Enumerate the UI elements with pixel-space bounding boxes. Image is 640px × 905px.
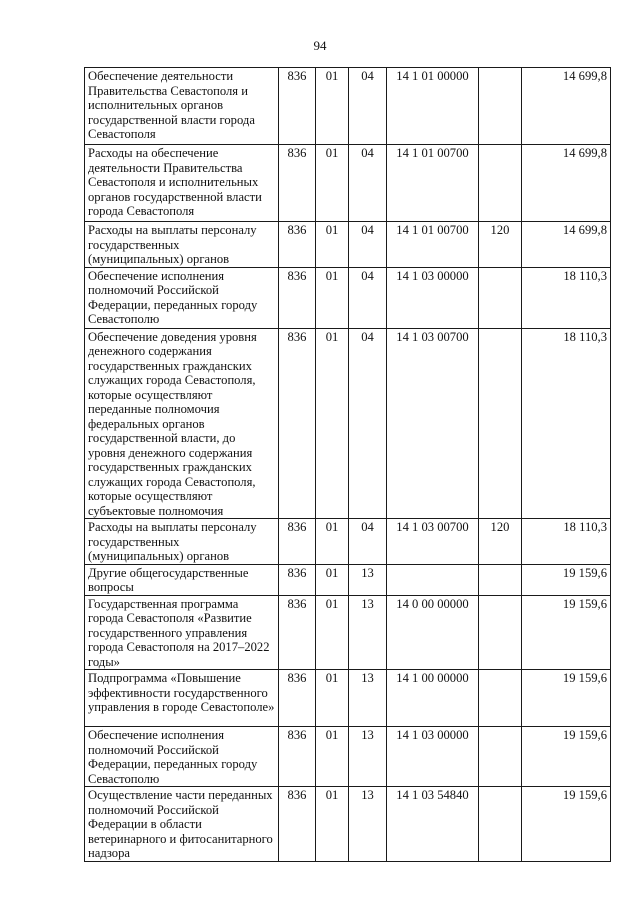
row-rz: 01 (316, 564, 349, 595)
row-csr (387, 564, 479, 595)
row-sum: 19 159,6 (522, 670, 611, 727)
table-row (85, 328, 611, 519)
row-ved: 836 (279, 564, 316, 595)
row-rz: 01 (316, 68, 349, 145)
page-number: 94 (313, 38, 327, 53)
budget-table (84, 67, 611, 862)
row-rz: 01 (316, 328, 349, 519)
row-ved: 836 (279, 145, 316, 222)
row-rz: 01 (316, 145, 349, 222)
row-vr (479, 670, 522, 727)
row-ved: 836 (279, 670, 316, 727)
row-pr: 04 (349, 222, 387, 268)
table-row (85, 727, 611, 787)
row-csr: 14 1 01 00700 (387, 222, 479, 268)
row-vr (479, 787, 522, 862)
row-ved: 836 (279, 222, 316, 268)
table-row (85, 145, 611, 222)
table-row (85, 68, 611, 145)
row-name: Обеспечение доведения уровня денежного содержания государственных гражданских служащих города Севастополя, которые осуществляют переданные полномочия федеральных органов государственной власти, до уровня денежного содержания государственных гражданских служащих города Севастополя, которые осуществляют субъектовые полномочия (85, 328, 279, 519)
row-vr (479, 267, 522, 328)
row-rz: 01 (316, 267, 349, 328)
row-rz: 01 (316, 519, 349, 565)
row-sum: 14 699,8 (522, 222, 611, 268)
row-ved: 836 (279, 328, 316, 519)
row-pr: 13 (349, 670, 387, 727)
row-ved: 836 (279, 68, 316, 145)
row-sum: 19 159,6 (522, 595, 611, 670)
row-csr: 14 1 03 54840 (387, 787, 479, 862)
row-ved: 836 (279, 727, 316, 787)
row-sum: 18 110,3 (522, 519, 611, 565)
row-name: Подпрограмма «Повышение эффективности государственного управления в городе Севастополе» (85, 670, 279, 727)
row-name: Осуществление части переданных полномочий Российской Федерации в области ветеринарного и фитосанитарного надзора (85, 787, 279, 862)
row-pr: 13 (349, 595, 387, 670)
row-ved: 836 (279, 267, 316, 328)
row-vr: 120 (479, 519, 522, 565)
row-sum: 14 699,8 (522, 68, 611, 145)
row-csr: 14 1 03 00000 (387, 727, 479, 787)
row-pr: 04 (349, 267, 387, 328)
row-vr (479, 564, 522, 595)
row-pr: 04 (349, 68, 387, 145)
row-name: Расходы на выплаты персоналу государственных (муниципальных) органов (85, 519, 279, 565)
row-vr: 120 (479, 222, 522, 268)
row-vr (479, 68, 522, 145)
row-csr: 14 1 01 00000 (387, 68, 479, 145)
row-pr: 04 (349, 519, 387, 565)
row-name: Расходы на выплаты персоналу государственных (муниципальных) органов (85, 222, 279, 268)
row-rz: 01 (316, 787, 349, 862)
row-sum: 19 159,6 (522, 727, 611, 787)
table-row (85, 519, 611, 565)
row-csr: 14 1 00 00000 (387, 670, 479, 727)
row-pr: 13 (349, 787, 387, 862)
row-csr: 14 0 00 00000 (387, 595, 479, 670)
row-vr (479, 328, 522, 519)
row-name: Расходы на обеспечение деятельности Правительства Севастополя и исполнительных органов государственной власти города Севастополя (85, 145, 279, 222)
row-pr: 04 (349, 328, 387, 519)
row-name: Государственная программа города Севастополя «Развитие государственного управления города Севастополя на 2017–2022 годы» (85, 595, 279, 670)
row-pr: 13 (349, 727, 387, 787)
row-name: Другие общегосударственные вопросы (85, 564, 279, 595)
row-pr: 13 (349, 564, 387, 595)
row-rz: 01 (316, 670, 349, 727)
table-row (85, 564, 611, 595)
row-rz: 01 (316, 222, 349, 268)
row-ved: 836 (279, 595, 316, 670)
table-row (85, 670, 611, 727)
row-rz: 01 (316, 727, 349, 787)
table-row (85, 595, 611, 670)
row-sum: 14 699,8 (522, 145, 611, 222)
row-vr (479, 595, 522, 670)
row-csr: 14 1 01 00700 (387, 145, 479, 222)
row-rz: 01 (316, 595, 349, 670)
table-row (85, 267, 611, 328)
row-vr (479, 727, 522, 787)
table-row (85, 787, 611, 862)
table-row (85, 222, 611, 268)
row-pr: 04 (349, 145, 387, 222)
row-sum: 18 110,3 (522, 267, 611, 328)
row-sum: 19 159,6 (522, 564, 611, 595)
row-csr: 14 1 03 00700 (387, 328, 479, 519)
row-name: Обеспечение исполнения полномочий Российской Федерации, переданных городу Севастополю (85, 267, 279, 328)
row-ved: 836 (279, 787, 316, 862)
row-csr: 14 1 03 00000 (387, 267, 479, 328)
row-csr: 14 1 03 00700 (387, 519, 479, 565)
row-name: Обеспечение деятельности Правительства Севастополя и исполнительных органов государственной власти города Севастополя (85, 68, 279, 145)
row-vr (479, 145, 522, 222)
row-name: Обеспечение исполнения полномочий Российской Федерации, переданных городу Севастополю (85, 727, 279, 787)
row-sum: 19 159,6 (522, 787, 611, 862)
row-sum: 18 110,3 (522, 328, 611, 519)
row-ved: 836 (279, 519, 316, 565)
